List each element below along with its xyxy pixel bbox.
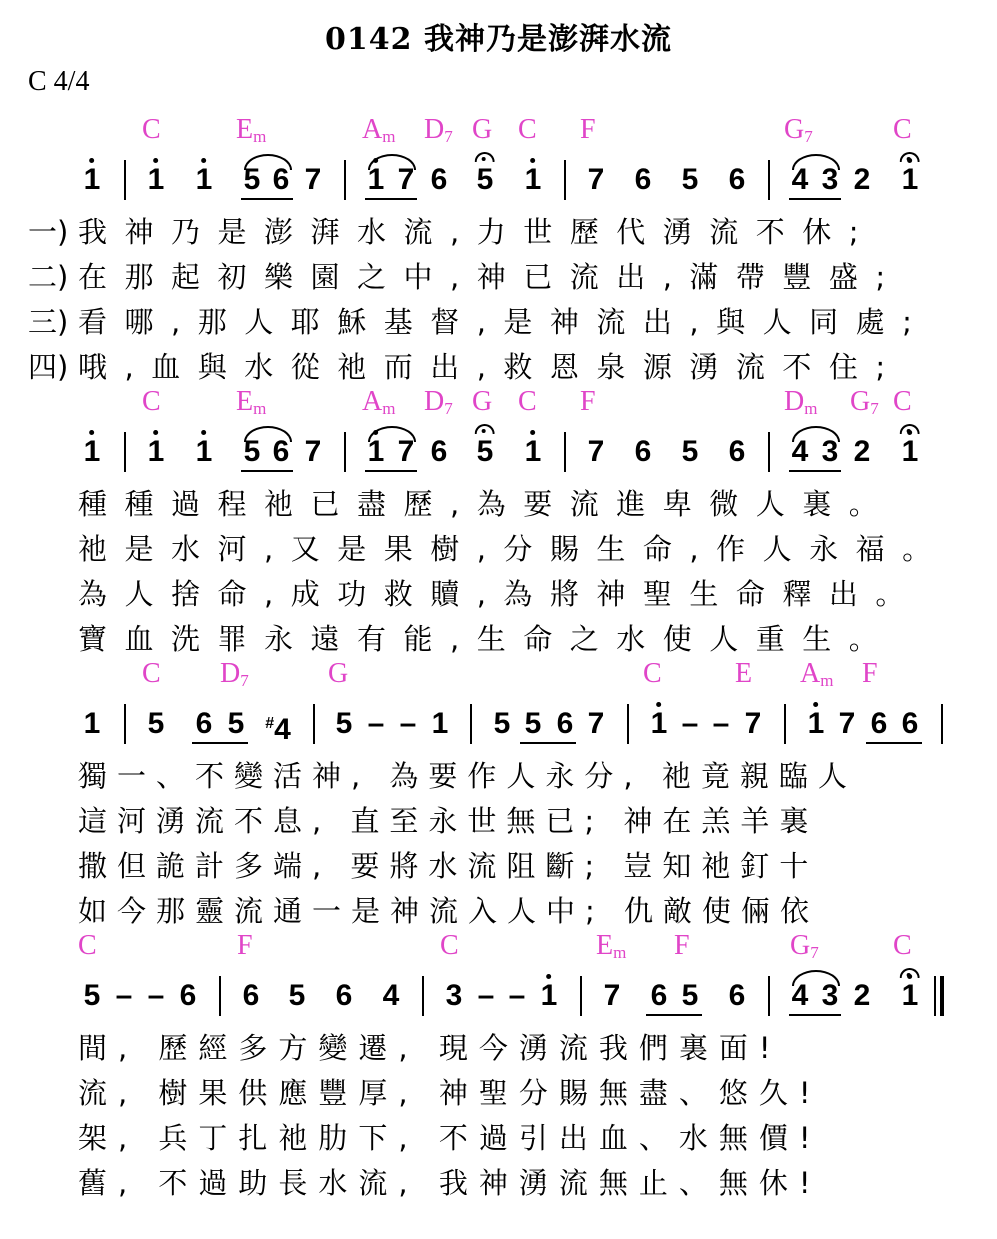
chord: G bbox=[472, 386, 493, 417]
chord: G bbox=[328, 658, 349, 689]
note: 5 bbox=[681, 163, 699, 196]
barline bbox=[768, 160, 770, 200]
lyric-line bbox=[0, 750, 997, 795]
note: 6 bbox=[870, 707, 888, 740]
barline bbox=[768, 432, 770, 472]
song-title: 0142 我神乃是澎湃水流 bbox=[325, 22, 672, 57]
note: 5 bbox=[493, 707, 511, 740]
system-4 bbox=[0, 930, 997, 1202]
final-barline bbox=[934, 976, 936, 1016]
note: 5 bbox=[524, 707, 542, 740]
lyric-text: 看哪,那人耶穌基督,是神流出,與人同處; bbox=[78, 305, 930, 339]
chord: $D_7$ bbox=[424, 386, 453, 418]
note: 4 bbox=[791, 435, 809, 468]
lyric-line bbox=[0, 840, 997, 885]
slur bbox=[244, 426, 292, 442]
note: 6 bbox=[556, 707, 574, 740]
note: 1 bbox=[902, 978, 919, 1014]
lyric-line bbox=[0, 1022, 997, 1067]
barline bbox=[124, 704, 126, 744]
chord: C bbox=[142, 114, 161, 145]
chord: $G_7$ bbox=[790, 930, 819, 962]
note: 1 bbox=[808, 706, 825, 742]
chord: C bbox=[643, 658, 662, 689]
system-2 bbox=[0, 386, 997, 658]
note: 4 bbox=[791, 979, 809, 1012]
chord: $A_m$ bbox=[800, 658, 834, 690]
lyric-text: 撒但詭計多端, 要將水流阻斷; 豈知祂釘十 bbox=[78, 849, 819, 883]
chord: $D_7$ bbox=[220, 658, 249, 690]
note: 2 bbox=[853, 163, 871, 196]
chord: G bbox=[472, 114, 493, 145]
lyric-line bbox=[0, 478, 997, 523]
chord: $D_7$ bbox=[424, 114, 453, 146]
notation-row bbox=[0, 154, 997, 206]
slur bbox=[792, 970, 840, 986]
beam-underline bbox=[789, 198, 841, 200]
note: 7 bbox=[304, 435, 322, 468]
chord: C bbox=[518, 114, 537, 145]
note: 1 bbox=[196, 162, 213, 198]
note: 6 bbox=[272, 435, 290, 468]
note: 6 bbox=[242, 979, 260, 1012]
beam-underline bbox=[241, 198, 293, 200]
chord: C bbox=[142, 658, 161, 689]
chord-row bbox=[0, 658, 997, 698]
lyric-line bbox=[0, 1112, 997, 1157]
lyric-line bbox=[0, 341, 997, 386]
chord: C bbox=[893, 114, 912, 145]
verse-number: 二) bbox=[28, 260, 69, 294]
lyric-text: 種種過程祂已盡歷,為要流進卑微人裏。 bbox=[78, 487, 896, 521]
notation-row bbox=[0, 426, 997, 478]
system-3 bbox=[0, 658, 997, 930]
verse-number: 四) bbox=[28, 350, 69, 384]
chord: $G_7$ bbox=[784, 114, 813, 146]
note: 1 bbox=[368, 162, 385, 198]
note: 1 bbox=[902, 434, 919, 470]
chord: E bbox=[735, 658, 753, 689]
note: 6 bbox=[728, 163, 746, 196]
note: – bbox=[115, 979, 133, 1012]
note: 1 bbox=[902, 162, 919, 198]
lyric-text: 這河湧流不息, 直至永世無已; 神在羔羊裏 bbox=[78, 804, 819, 838]
note: 2 bbox=[853, 979, 871, 1012]
note: 6 bbox=[430, 163, 448, 196]
beam-underline bbox=[789, 470, 841, 472]
note: 1 bbox=[431, 707, 449, 740]
chord: $G_7$ bbox=[850, 386, 879, 418]
note: 4 bbox=[382, 979, 400, 1012]
note: 3 bbox=[821, 163, 839, 196]
lyric-line bbox=[0, 613, 997, 658]
lyric-text: 流, 樹果供應豐厚, 神聖分賜無盡、悠久! bbox=[78, 1076, 822, 1110]
note: 5 bbox=[681, 979, 699, 1012]
note: 5 bbox=[243, 435, 261, 468]
note: 1 bbox=[84, 162, 101, 198]
note: 1 bbox=[84, 434, 101, 470]
chord: F bbox=[237, 930, 253, 961]
chord: F bbox=[580, 386, 596, 417]
note: 1 bbox=[148, 434, 165, 470]
lyric-text: 如今那靈流通一是神流入人中; 仇敵使倆依 bbox=[78, 894, 819, 928]
chord: $A_m$ bbox=[362, 114, 396, 146]
beam-underline bbox=[365, 470, 417, 472]
note: 1 bbox=[541, 978, 558, 1014]
note: 5 bbox=[227, 707, 245, 740]
slur bbox=[792, 426, 840, 442]
barline bbox=[344, 160, 346, 200]
note: – bbox=[399, 707, 417, 740]
note: 1 bbox=[148, 162, 165, 198]
lyric-line bbox=[0, 251, 997, 296]
chord: C bbox=[142, 386, 161, 417]
note: #4 bbox=[265, 713, 291, 746]
verse-number: 一) bbox=[28, 215, 69, 249]
note: 5 bbox=[288, 979, 306, 1012]
note: 5 bbox=[477, 162, 494, 198]
note: 1 bbox=[196, 434, 213, 470]
chord: C bbox=[518, 386, 537, 417]
barline bbox=[313, 704, 315, 744]
note: 6 bbox=[728, 979, 746, 1012]
beam-underline bbox=[866, 742, 922, 744]
chord: $E_m$ bbox=[236, 386, 267, 418]
note: 6 bbox=[335, 979, 353, 1012]
chord: $D_m$ bbox=[784, 386, 818, 418]
barline bbox=[124, 160, 126, 200]
note: 7 bbox=[587, 163, 605, 196]
lyric-text: 我神乃是澎湃水流,力世歷代湧流不休; bbox=[78, 215, 876, 249]
chord: $E_m$ bbox=[236, 114, 267, 146]
lyric-line bbox=[0, 206, 997, 251]
note: – bbox=[681, 707, 699, 740]
barline bbox=[344, 432, 346, 472]
note: 6 bbox=[272, 163, 290, 196]
barline bbox=[470, 704, 472, 744]
note: 6 bbox=[430, 435, 448, 468]
barline bbox=[124, 432, 126, 472]
note: – bbox=[477, 979, 495, 1012]
notation-row bbox=[0, 698, 997, 750]
note: 1 bbox=[525, 162, 542, 198]
note: 5 bbox=[681, 435, 699, 468]
slur bbox=[244, 154, 292, 170]
note: 7 bbox=[587, 707, 605, 740]
barline bbox=[768, 976, 770, 1016]
note: 5 bbox=[147, 707, 165, 740]
note: 7 bbox=[838, 707, 856, 740]
chord: F bbox=[862, 658, 878, 689]
barline bbox=[627, 704, 629, 744]
barline bbox=[580, 976, 582, 1016]
note: 3 bbox=[821, 435, 839, 468]
lyric-line bbox=[0, 1067, 997, 1112]
chord: $E_m$ bbox=[596, 930, 627, 962]
lyric-line bbox=[0, 885, 997, 930]
system-1 bbox=[0, 114, 997, 386]
note: 7 bbox=[304, 163, 322, 196]
lyric-text: 架, 兵丁扎祂肋下, 不過引出血、水無價! bbox=[78, 1121, 822, 1155]
note: 6 bbox=[195, 707, 213, 740]
lyric-text: 哦,血與水從祂而出,救恩泉源湧流不住; bbox=[78, 350, 903, 384]
slur bbox=[792, 154, 840, 170]
beam-underline bbox=[789, 1014, 841, 1016]
lyric-text: 寶血洗罪永遠有能,生命之水使人重生。 bbox=[78, 622, 896, 656]
beam-underline bbox=[365, 198, 417, 200]
note: 5 bbox=[243, 163, 261, 196]
note: 7 bbox=[397, 435, 415, 468]
note: 4 bbox=[791, 163, 809, 196]
note: 6 bbox=[901, 707, 919, 740]
beam-underline bbox=[192, 742, 248, 744]
beam-underline bbox=[241, 470, 293, 472]
note: – bbox=[147, 979, 165, 1012]
lyric-text: 祂是水河,又是果樹,分賜生命,作人永福。 bbox=[78, 532, 949, 566]
barline bbox=[941, 704, 943, 744]
note: 6 bbox=[728, 435, 746, 468]
note: 7 bbox=[603, 979, 621, 1012]
lyric-text: 舊, 不過助長水流, 我神湧流無止、無休! bbox=[78, 1166, 822, 1200]
chord-row bbox=[0, 930, 997, 970]
lyric-text: 間, 歷經多方變遷, 現今湧流我們裏面! bbox=[78, 1031, 782, 1065]
note: 6 bbox=[179, 979, 197, 1012]
chord: C bbox=[440, 930, 459, 961]
barline bbox=[784, 704, 786, 744]
note: 1 bbox=[83, 707, 101, 740]
barline bbox=[564, 160, 566, 200]
chord: C bbox=[893, 930, 912, 961]
note: 2 bbox=[853, 435, 871, 468]
barline bbox=[564, 432, 566, 472]
chord: F bbox=[580, 114, 596, 145]
note: 3 bbox=[821, 979, 839, 1012]
beam-underline bbox=[646, 1014, 702, 1016]
beam-underline bbox=[520, 742, 576, 744]
lyric-line bbox=[0, 296, 997, 341]
chord-row bbox=[0, 386, 997, 426]
note: 7 bbox=[744, 707, 762, 740]
note: – bbox=[367, 707, 385, 740]
note: 5 bbox=[477, 434, 494, 470]
lyric-line bbox=[0, 568, 997, 613]
note: 6 bbox=[650, 979, 668, 1012]
lyric-line bbox=[0, 795, 997, 840]
note: 1 bbox=[651, 706, 668, 742]
chord: C bbox=[78, 930, 97, 961]
lyric-text: 為人捨命,成功救贖,為將神聖生命釋出。 bbox=[78, 577, 922, 611]
chord: F bbox=[674, 930, 690, 961]
note: – bbox=[508, 979, 526, 1012]
note: 7 bbox=[587, 435, 605, 468]
chord-row bbox=[0, 114, 997, 154]
note: 3 bbox=[445, 979, 463, 1012]
slur bbox=[368, 154, 416, 170]
note: 6 bbox=[634, 435, 652, 468]
lyric-text: 獨一、不變活神, 為要作人永分, 祂竟親臨人 bbox=[78, 759, 857, 793]
lyric-line bbox=[0, 1157, 997, 1202]
note: – bbox=[712, 707, 730, 740]
verse-number: 三) bbox=[28, 305, 69, 339]
notation-row bbox=[0, 970, 997, 1022]
barline bbox=[219, 976, 221, 1016]
note: 7 bbox=[397, 163, 415, 196]
note: 5 bbox=[335, 707, 353, 740]
chord: $A_m$ bbox=[362, 386, 396, 418]
note: 1 bbox=[525, 434, 542, 470]
note: 1 bbox=[368, 434, 385, 470]
final-barline bbox=[940, 976, 944, 1016]
barline bbox=[422, 976, 424, 1016]
note: 6 bbox=[634, 163, 652, 196]
note: 5 bbox=[83, 979, 101, 1012]
chord: C bbox=[893, 386, 912, 417]
lyric-line bbox=[0, 523, 997, 568]
slur bbox=[368, 426, 416, 442]
key-signature: C 4/4 bbox=[28, 66, 90, 97]
lyric-text: 在那起初樂園之中,神已流出,滿帶豐盛; bbox=[78, 260, 903, 294]
